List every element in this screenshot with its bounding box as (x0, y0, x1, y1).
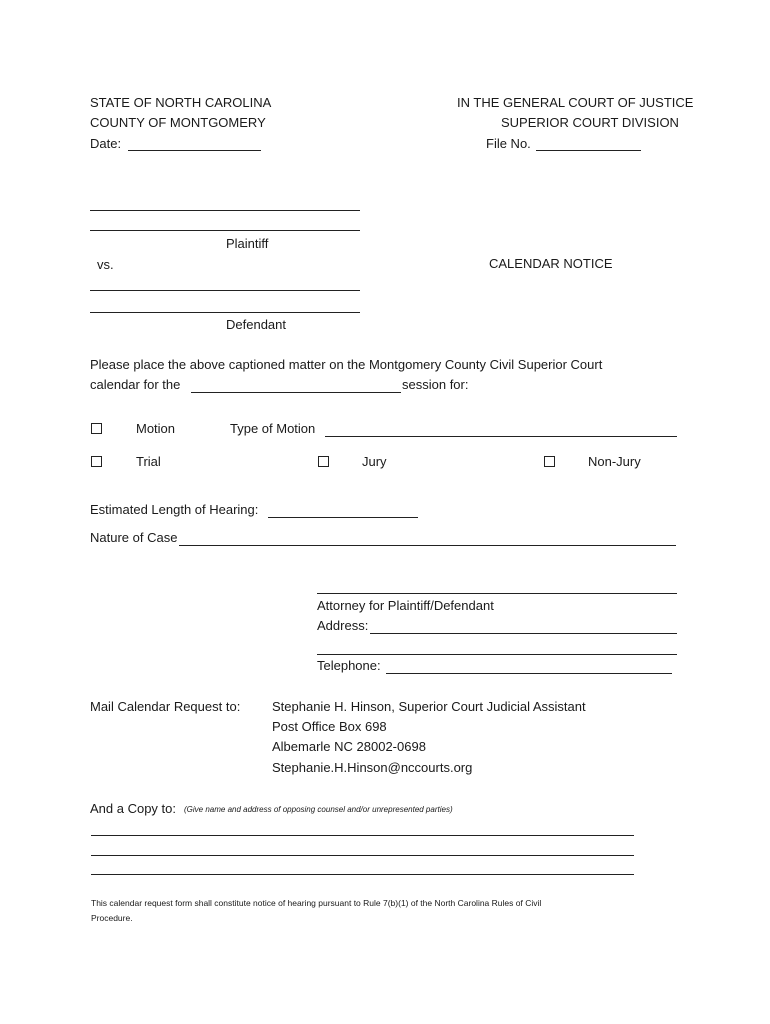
address-field-2[interactable] (317, 654, 677, 655)
mail-po-box: Post Office Box 698 (272, 719, 387, 734)
request-line-2-end: session for: (402, 377, 469, 392)
address-label: Address: (317, 618, 369, 633)
footer-line-1: This calendar request form shall constitute notice of hearing pursuant to Rule 7(b)(1) of the North Carolina Rules of Civil (91, 898, 542, 908)
defendant-line-2[interactable] (90, 312, 360, 313)
telephone-label: Telephone: (317, 658, 381, 673)
jury-checkbox[interactable] (318, 456, 329, 467)
plaintiff-line-2[interactable] (90, 230, 360, 231)
mail-request-label: Mail Calendar Request to: (90, 699, 241, 714)
county-label: COUNTY OF MONTGOMERY (90, 115, 266, 130)
nature-of-case-label: Nature of Case (90, 530, 178, 545)
copy-line-3[interactable] (91, 874, 634, 875)
non-jury-label: Non-Jury (588, 454, 641, 469)
jury-label: Jury (362, 454, 387, 469)
request-line-1: Please place the above captioned matter on the Montgomery County Civil Superior Court (90, 357, 603, 372)
mail-city: Albemarle NC 28002-0698 (272, 739, 426, 754)
plaintiff-line-1[interactable] (90, 210, 360, 211)
attorney-signature-line[interactable] (317, 593, 677, 594)
motion-checkbox[interactable] (91, 423, 102, 434)
defendant-label: Defendant (226, 317, 286, 332)
estimated-length-field[interactable] (268, 517, 418, 518)
non-jury-checkbox[interactable] (544, 456, 555, 467)
motion-label: Motion (136, 421, 176, 436)
trial-checkbox[interactable] (91, 456, 102, 467)
type-of-motion-field[interactable] (325, 436, 677, 437)
request-line-2-start: calendar for the (90, 377, 181, 392)
copy-note: (Give name and address of opposing counsel and/or unrepresented parties) (184, 805, 453, 814)
trial-label: Trial (136, 454, 161, 469)
court-label: IN THE GENERAL COURT OF JUSTICE (457, 95, 694, 110)
estimated-length-label: Estimated Length of Hearing: (90, 502, 259, 517)
telephone-field[interactable] (386, 673, 672, 674)
file-no-label: File No. (486, 136, 531, 151)
division-label: SUPERIOR COURT DIVISION (501, 115, 679, 130)
vs-label: vs. (97, 257, 114, 272)
date-label: Date: (90, 136, 122, 151)
attorney-label: Attorney for Plaintiff/Defendant (317, 598, 494, 613)
footer-line-2: Procedure. (91, 913, 133, 923)
defendant-line-1[interactable] (90, 290, 360, 291)
state-label: STATE OF NORTH CAROLINA (90, 95, 272, 110)
plaintiff-label: Plaintiff (226, 236, 269, 251)
mail-email: Stephanie.H.Hinson@nccourts.org (272, 760, 473, 775)
copy-line-2[interactable] (91, 855, 634, 856)
session-field[interactable] (191, 392, 401, 393)
type-of-motion-label: Type of Motion (230, 421, 316, 436)
date-field[interactable] (128, 150, 261, 151)
nature-of-case-field[interactable] (179, 545, 676, 546)
calendar-notice-title: CALENDAR NOTICE (489, 256, 613, 271)
copy-label: And a Copy to: (90, 801, 176, 816)
address-field[interactable] (370, 633, 677, 634)
copy-line-1[interactable] (91, 835, 634, 836)
mail-name: Stephanie H. Hinson, Superior Court Judicial Assistant (272, 699, 586, 714)
file-no-field[interactable] (536, 150, 641, 151)
